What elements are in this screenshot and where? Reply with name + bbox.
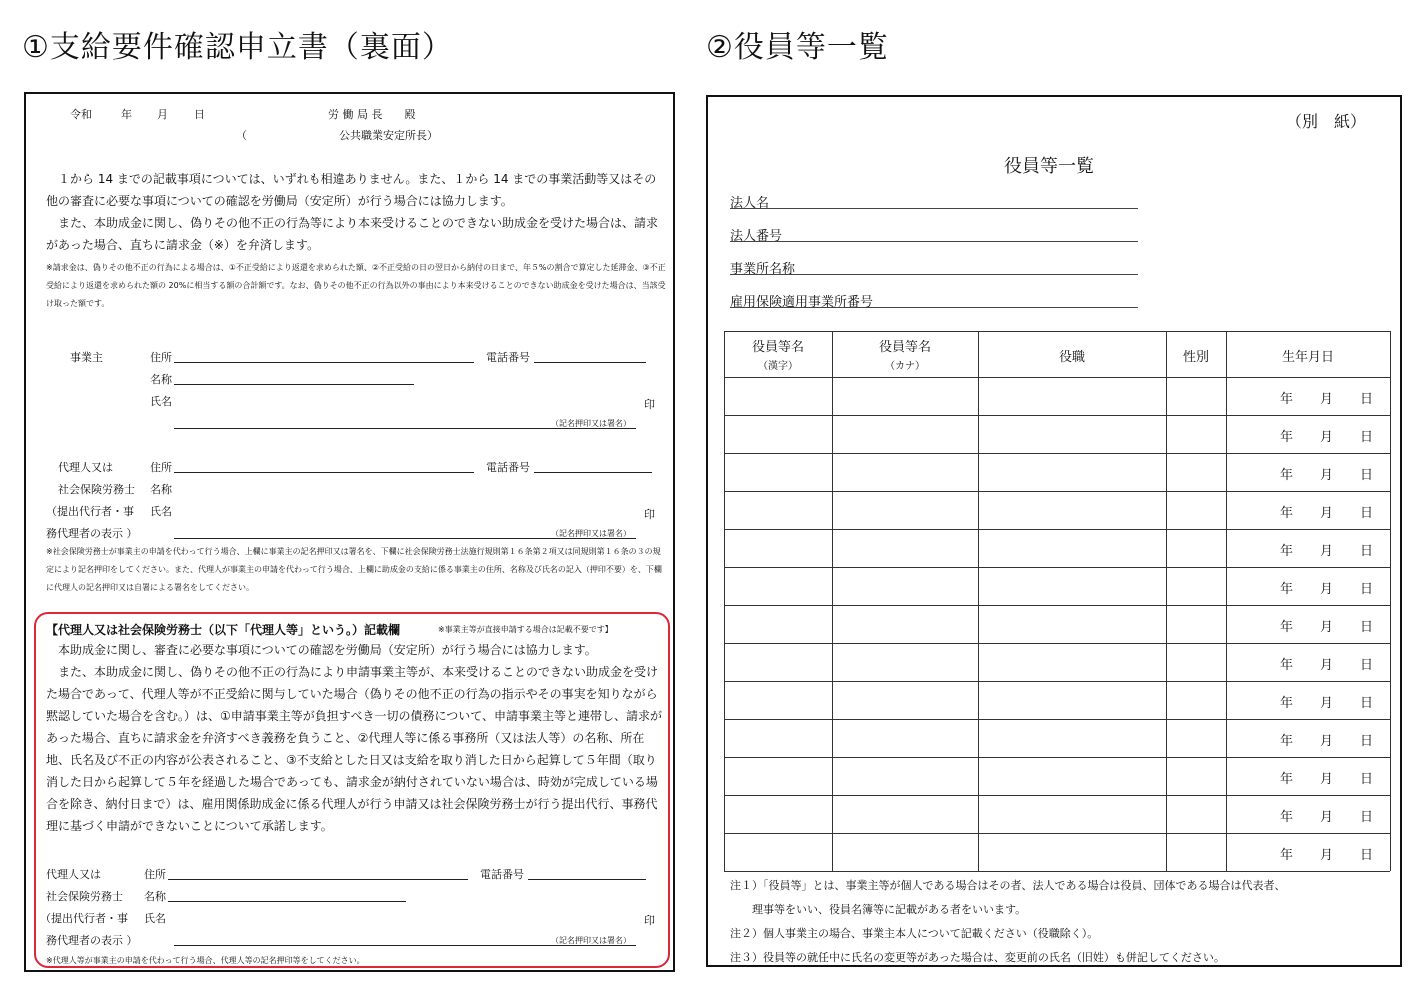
- agent2-sign-note: （記名押印又は署名）: [551, 936, 631, 945]
- employer-seal-mark: 印: [644, 398, 655, 411]
- row-birth-month: 月: [1320, 544, 1334, 559]
- agent-note: ※社会保険労務士が事業主の申請を代わって行う場合、上欄に事業主の記名押印又は署名を、下欄に社会保険労務士法施行規則第１６条第２項又は同規則第１６条の３の規定により記名押印をしてください。また、代理人が事業主の申請を代わって行う場合、上欄に助成金の支給に係る事業主の住所、名称及び氏名の記入（押印不要）を、下欄に代理人の記名押印又は自署による署名をしてください。: [46, 547, 662, 592]
- addressee-paren: （: [236, 129, 247, 142]
- declaration-note: ※請求金は、偽りその他不正の行為による場合は、①不正受給により返還を求められた額、②不正受給の日の翌日から納付の日まで、年５%の割合で算定した延滞金、③不正受給により返還を求められた額の 20%に相当する額の合計額です。なお、偽りその他不正の行為以外の事由により本来受けることのできない助成金を受けた場合は、当該受け取った額です。: [46, 263, 666, 308]
- table-row-border: [724, 331, 1390, 332]
- table-header-sub-0: （漢字）: [758, 361, 798, 372]
- agent2-label-3: （提出代行者・事: [40, 912, 128, 925]
- table-row-border: [724, 795, 1390, 796]
- agent-section-note: ※事業主等が直接申請する場合は記載不要です】: [438, 625, 613, 634]
- row-birth-day: 日: [1360, 848, 1374, 863]
- employer-address-label: 住所: [150, 351, 172, 364]
- table-row-border: [724, 757, 1390, 758]
- agent-label-3: （提出代行者・事: [46, 505, 134, 518]
- field-insurance-number-line: [730, 307, 1138, 308]
- table-row-border: [724, 605, 1390, 606]
- agent-address-label: 住所: [150, 461, 172, 474]
- row-birth-day: 日: [1360, 696, 1374, 711]
- row-birth-year: 年: [1280, 848, 1294, 863]
- row-birth-month: 月: [1320, 468, 1334, 483]
- employer-name-label: 名称: [150, 373, 172, 386]
- table-col-border: [1226, 331, 1227, 871]
- row-birth-month: 月: [1320, 620, 1334, 635]
- row-birth-year: 年: [1280, 430, 1294, 445]
- agent-phone-line: [534, 472, 652, 473]
- officer-list-title: 役員等一覧: [1004, 156, 1094, 177]
- agent-sign-note: （記名押印又は署名）: [551, 529, 631, 538]
- table-header-2: 役職: [1058, 350, 1085, 365]
- row-birth-year: 年: [1280, 810, 1294, 825]
- row-birth-year: 年: [1280, 392, 1294, 407]
- date-day: 日: [194, 108, 205, 121]
- agent2-name-line: [168, 901, 406, 902]
- employer-name-line: [174, 384, 414, 385]
- addressee-alt: 公共職業安定所長）: [339, 129, 438, 142]
- agent-name-label: 名称: [150, 483, 172, 496]
- row-birth-month: 月: [1320, 430, 1334, 445]
- declaration-para-2: また、本助成金に関し、偽りその他不正の行為等により本来受けることのできない助成金を受けた場合は、請求があった場合、直ちに請求金（※）を弁済します。: [46, 216, 659, 252]
- row-birth-day: 日: [1360, 620, 1374, 635]
- table-header-4: 生年月日: [1281, 350, 1334, 365]
- employer-phone-label: 電話番号: [486, 351, 530, 364]
- bottom-note: ※代理人等が事業主の申請を代わって行う場合、代理人等の記名押印等をしてください。: [46, 956, 365, 965]
- row-birth-month: 月: [1320, 392, 1334, 407]
- table-header-3: 性別: [1182, 350, 1209, 365]
- employer-address-line: [174, 362, 474, 363]
- left-heading: ①支給要件確認申立書（裏面）: [22, 30, 453, 65]
- table-row-border: [724, 719, 1390, 720]
- agent2-label-4: 務代理者の表示 ）: [46, 934, 138, 947]
- row-birth-year: 年: [1280, 582, 1294, 597]
- table-header-0: 役員等名: [751, 340, 804, 355]
- table-col-border: [978, 331, 979, 871]
- table-row-border: [724, 871, 1390, 872]
- row-birth-month: 月: [1320, 848, 1334, 863]
- row-birth-year: 年: [1280, 620, 1294, 635]
- table-header-1: 役員等名: [878, 340, 931, 355]
- row-birth-year: 年: [1280, 468, 1294, 483]
- row-birth-year: 年: [1280, 658, 1294, 673]
- field-corporate-name-line: [730, 208, 1138, 209]
- row-birth-month: 月: [1320, 810, 1334, 825]
- row-birth-year: 年: [1280, 696, 1294, 711]
- employer-label: 事業主: [70, 351, 103, 364]
- employer-phone-line: [534, 362, 646, 363]
- field-corporate-number: 法人番号: [730, 229, 783, 244]
- agent-section-para-1: 本助成金に関し、審査に必要な事項についての確認を労働局（安定所）が行う場合には協力します。: [58, 643, 597, 657]
- employer-sign-line: [174, 428, 636, 429]
- agent2-phone-line: [528, 879, 646, 880]
- attachment-label: （別 紙）: [1286, 112, 1367, 131]
- note-1-cont: 理事等をいい、役員名簿等に記載がある者をいいます。: [730, 903, 1027, 916]
- row-birth-year: 年: [1280, 734, 1294, 749]
- agent2-seal-mark: 印: [644, 914, 655, 927]
- table-row-border: [724, 529, 1390, 530]
- table-row-border: [724, 491, 1390, 492]
- table-row-border: [724, 377, 1390, 378]
- agent-seal-mark: 印: [644, 508, 655, 521]
- table-row-border: [724, 453, 1390, 454]
- agent-label-4: 務代理者の表示 ）: [46, 527, 138, 540]
- row-birth-month: 月: [1320, 582, 1334, 597]
- employer-sign-note: （記名押印又は署名）: [551, 419, 631, 428]
- agent-phone-label: 電話番号: [486, 461, 530, 474]
- addressee: 労 働 局 長 殿: [328, 108, 416, 121]
- table-col-border: [832, 331, 833, 871]
- agent2-label-2: 社会保険労務士: [46, 890, 123, 903]
- right-heading: ②役員等一覧: [706, 30, 889, 65]
- agent-section-title: 【代理人又は社会保険労務士（以下「代理人等」という。）記載欄: [46, 623, 401, 637]
- row-birth-month: 月: [1320, 506, 1334, 521]
- row-birth-day: 日: [1360, 392, 1374, 407]
- agent2-name-label: 名称: [144, 890, 166, 903]
- row-birth-month: 月: [1320, 734, 1334, 749]
- field-office-name: 事業所名称: [730, 262, 796, 277]
- table-row-border: [724, 415, 1390, 416]
- agent-label-2: 社会保険労務士: [58, 483, 135, 496]
- row-birth-day: 日: [1360, 468, 1374, 483]
- table-row-border: [724, 643, 1390, 644]
- agent-section-para-2: また、本助成金に関し、偽りその他不正の行為により申請事業主等が、本来受けることのできない助成金を受けた場合であって、代理人等が不正受給に関与していた場合（偽りその他不正の行為の指示やその事実を知りながら黙認していた場合を含む。）は、①申請事業主等が負担すべき一切の債務について、申請事業主等と連帯し、請求があった場合、直ちに請求金を弁済すべき義務を負うこと、②代理人等に係る事務所（又は法人等）の名称、所在地、氏名及び不正の内容が公表されること、③不支給とした日又は支給を取り消した日から起算して５年間（取り消した日から起算して５年を経過した場合であっても、請求金が納付されていない場合は、時効が完成している場合を除き、納付日まで）は、雇用関係助成金に係る代理人が行う申請又は社会保険労務士が行う提出代行、事務代理に基づく申請ができないことについて承諾します。: [46, 665, 663, 833]
- agent2-sign-line: [174, 945, 636, 946]
- field-corporate-name: 法人名: [730, 196, 770, 211]
- agent-sign-line: [174, 538, 636, 539]
- table-row-border: [724, 681, 1390, 682]
- table-row-border: [724, 567, 1390, 568]
- row-birth-day: 日: [1360, 658, 1374, 673]
- note-3: 注３）役員等の就任中に氏名の変更等があった場合は、変更前の氏名（旧姓）も併記してください。: [730, 951, 1225, 964]
- agent-label-1: 代理人又は: [58, 461, 113, 474]
- row-birth-day: 日: [1360, 582, 1374, 597]
- field-insurance-number: 雇用保険適用事業所番号: [730, 295, 874, 310]
- agent-address-line: [174, 472, 474, 473]
- employer-person-label: 氏名: [150, 395, 172, 408]
- row-birth-month: 月: [1320, 658, 1334, 673]
- table-col-border: [1166, 331, 1167, 871]
- agent2-phone-label: 電話番号: [480, 868, 524, 881]
- row-birth-day: 日: [1360, 810, 1374, 825]
- row-birth-day: 日: [1360, 430, 1374, 445]
- row-birth-day: 日: [1360, 506, 1374, 521]
- date-reiwa: 令和: [70, 108, 92, 121]
- declaration-para-1: １から 14 までの記載事項については、いずれも相違ありません。また、１から 14 までの事業活動等又はその他の審査に必要な事項についての確認を労働局（安定所）が行う場合には協力します。: [46, 172, 657, 208]
- row-birth-day: 日: [1360, 772, 1374, 787]
- agent2-person-label: 氏名: [144, 912, 166, 925]
- table-col-border: [1390, 331, 1391, 871]
- agent2-label-1: 代理人又は: [46, 868, 101, 881]
- date-year: 年: [121, 108, 132, 121]
- table-col-border: [724, 331, 725, 871]
- row-birth-year: 年: [1280, 772, 1294, 787]
- left-document: [24, 92, 675, 972]
- table-header-sub-1: （カナ）: [885, 361, 925, 372]
- note-1: 注１）「役員等」とは、事業主等が個人である場合はその者、法人である場合は役員、団体である場合は代表者、: [730, 879, 1286, 892]
- agent2-address-label: 住所: [144, 868, 166, 881]
- row-birth-day: 日: [1360, 544, 1374, 559]
- row-birth-month: 月: [1320, 772, 1334, 787]
- row-birth-month: 月: [1320, 696, 1334, 711]
- date-month: 月: [157, 108, 168, 121]
- row-birth-year: 年: [1280, 506, 1294, 521]
- right-document: [706, 95, 1402, 967]
- note-2: 注２）個人事業主の場合、事業主本人について記載ください（役職除く）。: [730, 927, 1099, 940]
- table-row-border: [724, 833, 1390, 834]
- agent-person-label: 氏名: [150, 505, 172, 518]
- row-birth-day: 日: [1360, 734, 1374, 749]
- row-birth-year: 年: [1280, 544, 1294, 559]
- field-office-name-line: [730, 274, 1138, 275]
- field-corporate-number-line: [730, 241, 1138, 242]
- agent2-address-line: [168, 879, 468, 880]
